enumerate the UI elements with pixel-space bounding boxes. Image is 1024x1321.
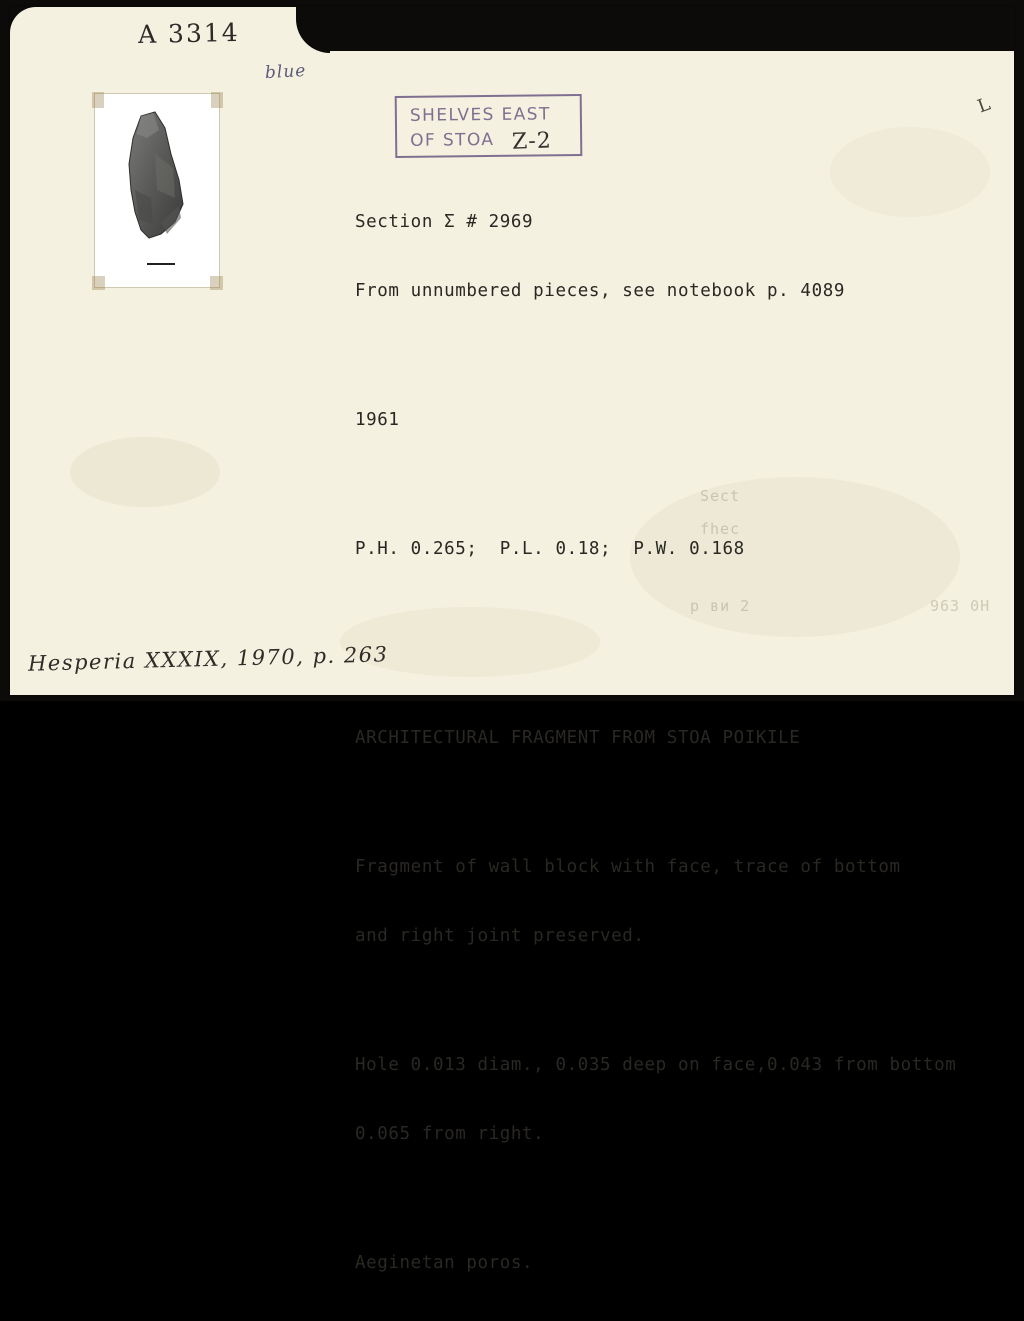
pencil-annotation-blue: blue bbox=[264, 60, 307, 84]
stamp-line-2: OF STOA bbox=[410, 129, 495, 151]
photo-tape-corner bbox=[92, 276, 105, 290]
photo-tape-corner bbox=[211, 92, 223, 108]
typed-line: From unnumbered pieces, see notebook p. 4089 bbox=[355, 281, 845, 301]
typed-line: Section Σ # 2969 bbox=[355, 212, 534, 232]
photo-tape-corner bbox=[210, 276, 223, 290]
photo-tape-corner bbox=[92, 92, 104, 108]
tab-left-corner bbox=[10, 7, 50, 47]
typed-line: Hole 0.013 diam., 0.035 deep on face,0.043 from bottom bbox=[355, 1055, 957, 1075]
shelf-code-handwritten: Z-2 bbox=[511, 128, 553, 155]
typed-record bbox=[355, 165, 1015, 1321]
photo-scale-bar bbox=[147, 263, 175, 265]
paper-stain bbox=[70, 437, 220, 507]
typed-line-title: ARCHITECTURAL FRAGMENT FROM STOA POIKILE bbox=[355, 728, 801, 748]
fragment-photograph bbox=[95, 94, 219, 287]
typed-line: P.H. 0.265; P.L. 0.18; P.W. 0.168 bbox=[355, 539, 745, 559]
typed-spacer bbox=[355, 478, 1015, 492]
typed-line: 1961 bbox=[355, 410, 400, 430]
ghost-text: p ви 2 bbox=[690, 597, 751, 615]
typed-spacer bbox=[355, 994, 1015, 1008]
typed-spacer bbox=[355, 349, 1015, 363]
typed-line: and right joint preserved. bbox=[355, 926, 645, 946]
typed-line: 0.065 from right. bbox=[355, 1124, 545, 1144]
typed-spacer bbox=[355, 607, 1015, 621]
typed-line: Fragment of wall block with face, trace of bottom bbox=[355, 857, 901, 877]
tab-notch-right bbox=[320, 7, 1014, 51]
stamp-line-1: SHELVES EAST bbox=[409, 104, 551, 126]
right-edge-mark: L bbox=[974, 93, 994, 118]
accession-number: A 3314 bbox=[137, 17, 240, 50]
typed-spacer bbox=[355, 667, 1015, 681]
stone-fragment-image bbox=[95, 94, 219, 287]
catalogue-card bbox=[10, 7, 1014, 1273]
ghost-text: Sect bbox=[700, 487, 741, 505]
shelves-stamp bbox=[395, 94, 583, 158]
typed-spacer bbox=[355, 1192, 1015, 1206]
publication-citation: Hesperia XXXIX, 1970, p. 263 bbox=[27, 642, 389, 676]
ghost-text: 963 0Н bbox=[930, 597, 991, 615]
typed-spacer bbox=[355, 796, 1015, 810]
typed-line: Aeginetan poros. bbox=[355, 1253, 534, 1273]
ghost-text: fhec bbox=[700, 520, 741, 538]
